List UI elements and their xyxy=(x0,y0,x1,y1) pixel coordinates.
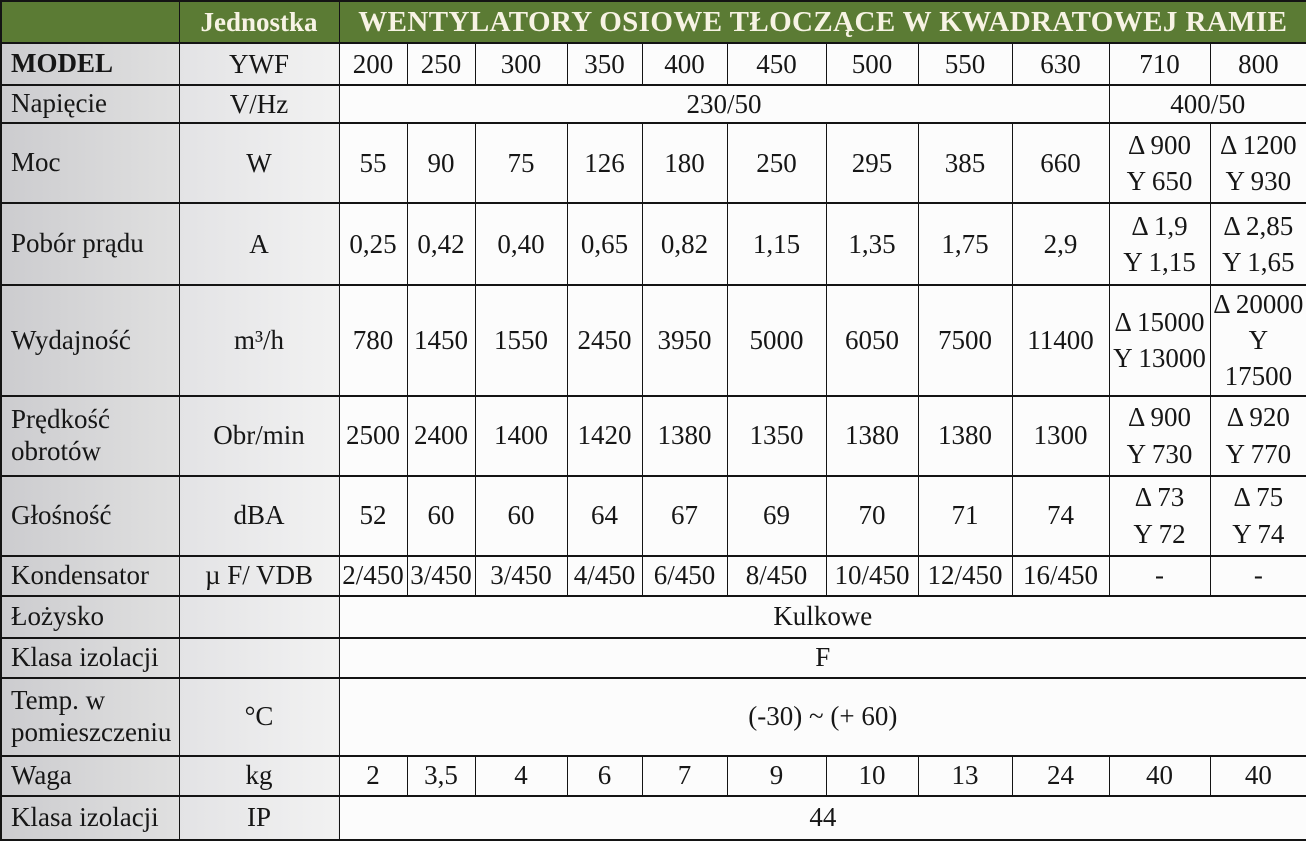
table-title: WENTYLATORY OSIOWE TŁOCZĄCE W KWADRATOWEJ RAMIE xyxy=(339,1,1306,43)
value-line: Δ 20000 xyxy=(1213,289,1304,319)
value-cell: 4 xyxy=(475,756,567,796)
value-cell: 300 xyxy=(475,43,567,85)
row-label: MODEL xyxy=(1,43,179,85)
value-line: Δ 900 xyxy=(1127,129,1192,160)
merged-value-cell: (-30) ~ (+ 60) xyxy=(339,678,1306,756)
value-cell: 0,40 xyxy=(475,203,567,285)
row-label: Napięcie xyxy=(1,85,179,123)
value-line: Y 13000 xyxy=(1113,343,1206,374)
row-unit: °C xyxy=(179,678,339,756)
value-cell: 60 xyxy=(475,476,567,556)
value-cell: 40 xyxy=(1210,756,1306,796)
row-unit: m³/h xyxy=(179,285,339,396)
value-cell: 67 xyxy=(642,476,727,556)
value-cell: 8/450 xyxy=(727,556,826,596)
row-label: Waga xyxy=(1,756,179,796)
value-cell: 10/450 xyxy=(826,556,918,596)
value-cell: - xyxy=(1210,556,1306,596)
row-label: Temp. w pomieszczeniu xyxy=(1,678,179,756)
value-cell: 126 xyxy=(567,123,642,203)
table-row xyxy=(1,203,1306,285)
value-cell: 3,5 xyxy=(407,756,475,796)
value-cell: 550 xyxy=(918,43,1012,85)
table-row xyxy=(1,476,1306,556)
value-cell: 70 xyxy=(826,476,918,556)
merged-value-cell: 230/50 xyxy=(339,85,1109,123)
value-cell: 660 xyxy=(1012,123,1109,203)
value-line: Δ 15000 xyxy=(1114,307,1205,338)
value-cell: 295 xyxy=(826,123,918,203)
table-row xyxy=(1,756,1306,796)
merged-value-cell: F xyxy=(339,638,1306,678)
value-cell: 710 xyxy=(1109,43,1210,85)
value-cell: 1300 xyxy=(1012,396,1109,476)
value-cell: 780 xyxy=(339,285,407,396)
merged-value-cell: Kulkowe xyxy=(339,596,1306,638)
value-cell: 1380 xyxy=(642,396,727,476)
value-line: Y 730 xyxy=(1126,438,1193,469)
value-line: Y 770 xyxy=(1225,438,1292,469)
value-line: Y 1,15 xyxy=(1123,247,1196,277)
merged-value-cell: 400/50 xyxy=(1109,85,1306,123)
value-line: Δ 1,9 xyxy=(1131,210,1188,241)
value-cell: 2500 xyxy=(339,396,407,476)
row-label: Klasa izolacji xyxy=(1,796,179,840)
value-cell: 7 xyxy=(642,756,727,796)
value-line: Y 1,65 xyxy=(1222,247,1295,277)
row-unit: V/Hz xyxy=(179,85,339,123)
value-cell: 2450 xyxy=(567,285,642,396)
spec-table-body xyxy=(1,43,1306,840)
value-cell xyxy=(1109,203,1210,285)
value-cell: 1,35 xyxy=(826,203,918,285)
table-header-row xyxy=(1,1,1306,43)
value-cell: 6050 xyxy=(826,285,918,396)
value-cell: 6/450 xyxy=(642,556,727,596)
corner-cell xyxy=(1,1,179,43)
value-line: Δ 920 xyxy=(1226,402,1290,433)
value-cell: 250 xyxy=(407,43,475,85)
value-cell: 0,42 xyxy=(407,203,475,285)
row-unit: µ F/ VDB xyxy=(179,556,339,596)
value-cell: 3/450 xyxy=(475,556,567,596)
value-cell: 630 xyxy=(1012,43,1109,85)
value-cell: 180 xyxy=(642,123,727,203)
table-row xyxy=(1,123,1306,203)
value-cell: 450 xyxy=(727,43,826,85)
value-cell: 2/450 xyxy=(339,556,407,596)
row-unit: dBA xyxy=(179,476,339,556)
value-cell: 385 xyxy=(918,123,1012,203)
value-line: Δ 1200 xyxy=(1220,129,1297,160)
value-line: Y 17500 xyxy=(1224,325,1293,392)
value-cell: 3950 xyxy=(642,285,727,396)
value-cell: 71 xyxy=(918,476,1012,556)
value-cell: 250 xyxy=(727,123,826,203)
row-unit xyxy=(179,638,339,678)
value-cell: 1380 xyxy=(918,396,1012,476)
value-cell: 16/450 xyxy=(1012,556,1109,596)
value-cell: 0,82 xyxy=(642,203,727,285)
row-unit: A xyxy=(179,203,339,285)
value-cell: 1550 xyxy=(475,285,567,396)
value-cell: 2 xyxy=(339,756,407,796)
value-cell: - xyxy=(1109,556,1210,596)
value-cell: 1420 xyxy=(567,396,642,476)
row-label: Kondensator xyxy=(1,556,179,596)
value-cell: 1,15 xyxy=(727,203,826,285)
value-cell xyxy=(1109,285,1210,396)
row-unit xyxy=(179,596,339,638)
row-label: Głośność xyxy=(1,476,179,556)
value-line: Y 72 xyxy=(1133,518,1186,549)
value-cell: 24 xyxy=(1012,756,1109,796)
value-cell: 1350 xyxy=(727,396,826,476)
value-cell xyxy=(1210,396,1306,476)
value-cell: 12/450 xyxy=(918,556,1012,596)
unit-column-header: Jednostka xyxy=(179,1,339,43)
value-cell: 74 xyxy=(1012,476,1109,556)
value-cell: 69 xyxy=(727,476,826,556)
row-label: Łożysko xyxy=(1,596,179,638)
value-cell: 40 xyxy=(1109,756,1210,796)
value-cell xyxy=(1210,285,1306,396)
row-unit: YWF xyxy=(179,43,339,85)
value-cell: 1,75 xyxy=(918,203,1012,285)
table-row xyxy=(1,285,1306,396)
table-row xyxy=(1,596,1306,638)
value-cell xyxy=(1210,476,1306,556)
table-row xyxy=(1,396,1306,476)
value-cell xyxy=(1210,123,1306,203)
value-cell: 1400 xyxy=(475,396,567,476)
value-line: Δ 73 xyxy=(1134,482,1185,513)
value-cell: 13 xyxy=(918,756,1012,796)
value-cell: 1380 xyxy=(826,396,918,476)
value-cell: 55 xyxy=(339,123,407,203)
value-cell: 10 xyxy=(826,756,918,796)
value-cell xyxy=(1210,203,1306,285)
value-cell: 9 xyxy=(727,756,826,796)
value-cell: 11400 xyxy=(1012,285,1109,396)
table-row xyxy=(1,638,1306,678)
table-row xyxy=(1,678,1306,756)
value-line: Δ 900 xyxy=(1127,402,1192,433)
value-cell: 60 xyxy=(407,476,475,556)
value-cell: 4/450 xyxy=(567,556,642,596)
value-line: Y 650 xyxy=(1126,166,1193,196)
row-label: Klasa izolacji xyxy=(1,638,179,678)
row-unit: kg xyxy=(179,756,339,796)
row-unit: W xyxy=(179,123,339,203)
merged-value-cell: 44 xyxy=(339,796,1306,840)
row-label: Prędkość obrotów xyxy=(1,396,179,476)
table-row xyxy=(1,43,1306,85)
value-cell xyxy=(1109,123,1210,203)
row-unit: Obr/min xyxy=(179,396,339,476)
value-cell: 800 xyxy=(1210,43,1306,85)
value-cell: 3/450 xyxy=(407,556,475,596)
value-cell: 64 xyxy=(567,476,642,556)
value-cell: 500 xyxy=(826,43,918,85)
value-cell: 90 xyxy=(407,123,475,203)
value-cell: 200 xyxy=(339,43,407,85)
value-line: Y 74 xyxy=(1232,518,1285,549)
row-label: Pobór prądu xyxy=(1,203,179,285)
row-label: Moc xyxy=(1,123,179,203)
value-cell: 400 xyxy=(642,43,727,85)
value-line: Y 930 xyxy=(1225,166,1292,196)
value-cell: 5000 xyxy=(727,285,826,396)
value-cell: 2400 xyxy=(407,396,475,476)
value-line: Δ 2,85 xyxy=(1223,210,1294,241)
value-cell: 0,65 xyxy=(567,203,642,285)
value-cell: 2,9 xyxy=(1012,203,1109,285)
value-line: Δ 75 xyxy=(1233,482,1284,513)
row-label: Wydajność xyxy=(1,285,179,396)
value-cell xyxy=(1109,396,1210,476)
value-cell: 350 xyxy=(567,43,642,85)
value-cell: 0,25 xyxy=(339,203,407,285)
table-row xyxy=(1,556,1306,596)
value-cell: 75 xyxy=(475,123,567,203)
table-row xyxy=(1,85,1306,123)
value-cell: 6 xyxy=(567,756,642,796)
value-cell: 7500 xyxy=(918,285,1012,396)
value-cell: 52 xyxy=(339,476,407,556)
value-cell xyxy=(1109,476,1210,556)
row-unit: IP xyxy=(179,796,339,840)
value-cell: 1450 xyxy=(407,285,475,396)
